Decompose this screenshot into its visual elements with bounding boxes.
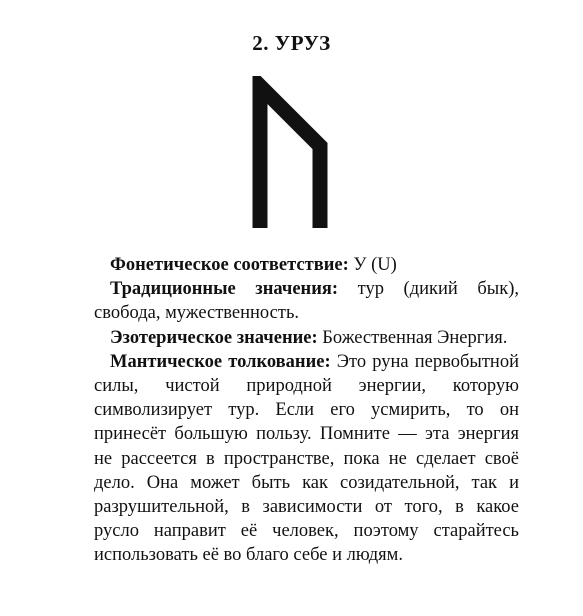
divination-label: Мантическое толкование:: [110, 351, 331, 372]
traditional-paragraph: [94, 277, 519, 325]
esoteric-paragraph: [94, 326, 519, 350]
traditional-label: Традиционные значения:: [110, 279, 339, 300]
divination-value: Это руна первобытной силы, чистой природной энергии, которую символизирует тур. Если его усмирить, то он принесёт большую пользу. Помните — эта энергия не рассеется в пространстве, пока не сделает своё дело. Она может быть как созидательной, так и разрушительной, в зависимости от того, в какое русло направит её человек, поэтому старайтесь использовать её во благо себе и людям.: [94, 351, 519, 566]
esoteric-value: Божественная Энергия.: [317, 327, 508, 348]
phonetic-value: У (U): [348, 255, 397, 275]
uruz-rune-icon: [248, 76, 332, 228]
rune-description: [94, 253, 519, 568]
esoteric-label: Эзотерическое значение:: [110, 327, 318, 348]
phonetic-paragraph: [94, 253, 519, 277]
phonetic-label: Фонетическое соответствие:: [110, 255, 349, 275]
rune-heading: 2. УРУЗ: [252, 31, 331, 55]
traditional-value: тур (дикий бык), свобода, мужественность.: [94, 279, 519, 324]
divination-paragraph: [94, 350, 519, 568]
